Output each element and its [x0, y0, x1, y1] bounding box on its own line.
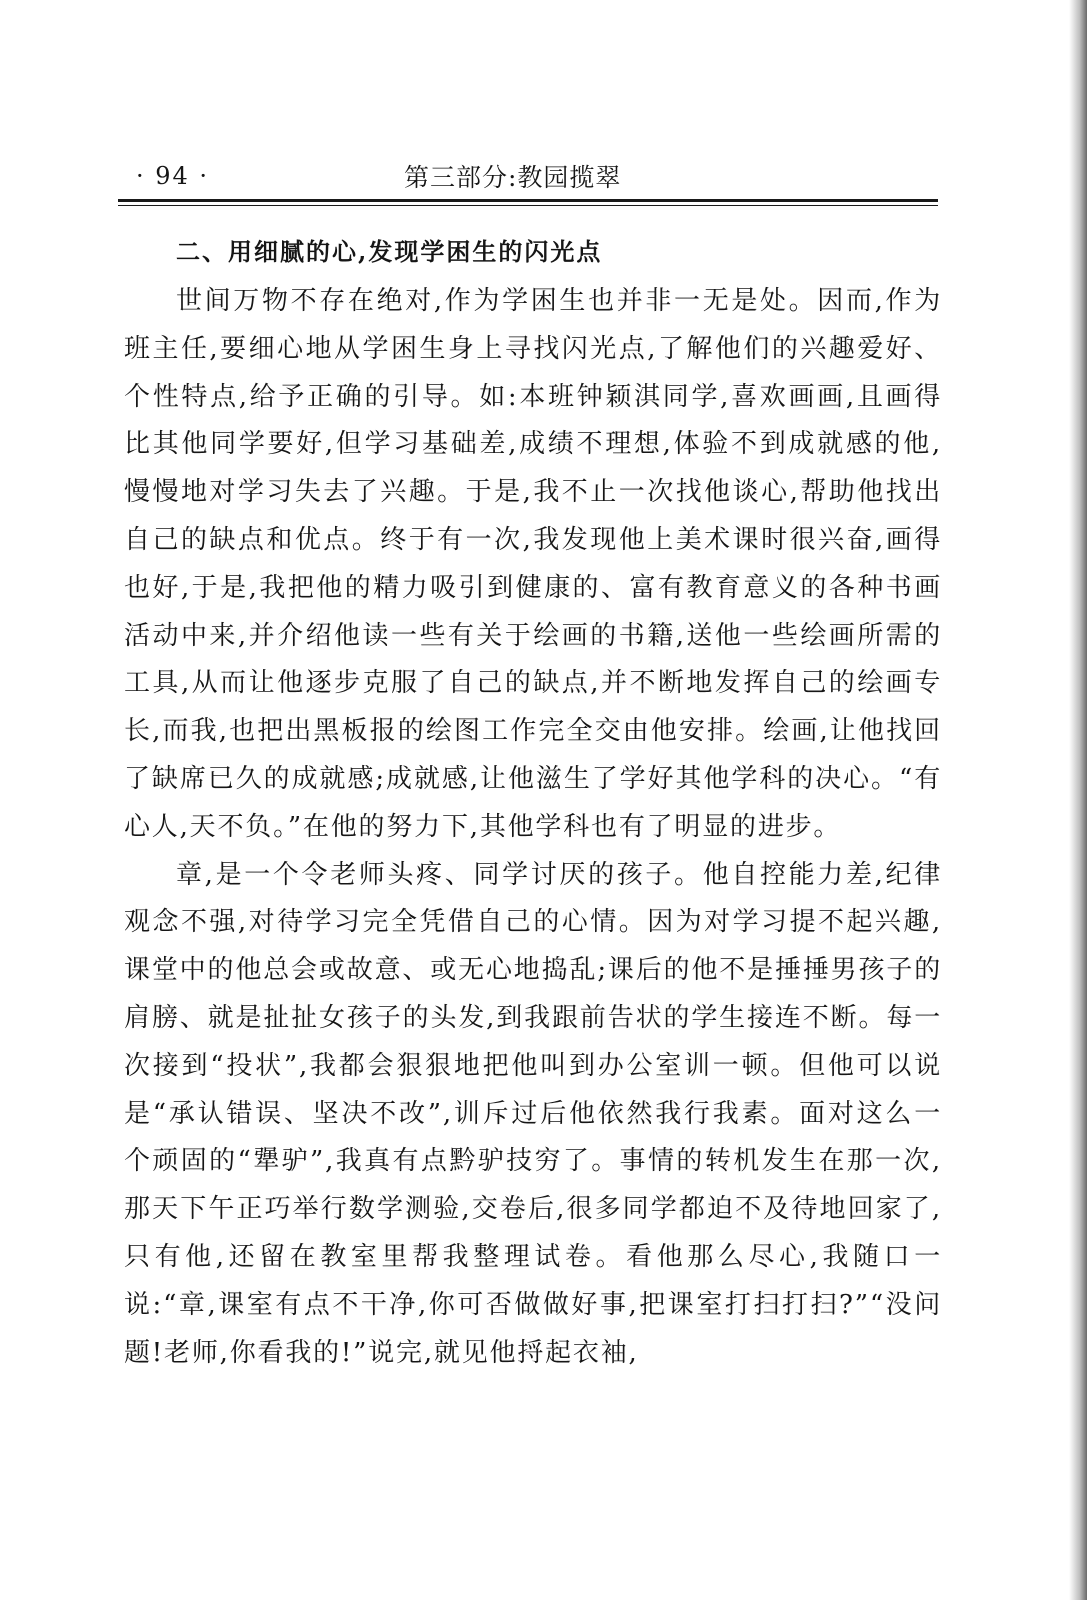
header-rule-thin: [118, 205, 938, 206]
running-head: [118, 158, 938, 198]
paragraph: 世间万物不存在绝对,作为学困生也并非一无是处。因而,作为班主任,要细心地从学困生身上寻找闪光点,了解他们的兴趣爱好、个性特点,给予正确的引导。如:本班钟颖淇同学,喜欢画画,且画得比其他同学要好,但学习基础差,成绩不理想,体验不到成就感的他,慢慢地对学习失去了兴趣。于是,我不止一次找他谈心,帮助他找出自己的缺点和优点。终于有一次,我发现他上美术课时很兴奋,画得也好,于是,我把他的精力吸引到健康的、富有教育意义的各种书画活动中来,并介绍他读一些有关于绘画的书籍,送他一些绘画所需的工具,从而让他逐步克服了自己的缺点,并不断地发挥自己的绘画专长,而我,也把出黑板报的绘图工作完全交由他安排。绘画,让他找回了缺席已久的成就感;成就感,让他滋生了学好其他学科的决心。“有心人,天不负。”在他的努力下,其他学科也有了明显的进步。: [124, 286, 942, 842]
page-body: [124, 232, 942, 1377]
section-heading: 二、用细腻的心,发现学困生的闪光点: [176, 237, 603, 266]
page-number: · 94 ·: [136, 162, 210, 190]
paragraph: 章,是一个令老师头疼、同学讨厌的孩子。他自控能力差,纪律观念不强,对待学习完全凭借自己的心情。因为对学习提不起兴趣,课堂中的他总会或故意、或无心地捣乱;课后的他不是捶捶男孩子的肩膀、就是扯扯女孩子的头发,到我跟前告状的学生接连不断。每一次接到“投状”,我都会狠狠地把他叫到办公室训一顿。但他可以说是“承认错误、坚决不改”,训斥过后他依然我行我素。面对这么一个顽固的“犟驴”,我真有点黔驴技穷了。事情的转机发生在那一次,那天下午正巧举行数学测验,交卷后,很多同学都迫不及待地回家了,只有他,还留在教室里帮我整理试卷。看他那么尽心,我随口一说:“章,课室有点不干净,你可否做做好事,把课室打扫打扫?”“没问题!老师,你看我的!”说完,就见他捋起衣袖,: [124, 859, 942, 1368]
running-title: 第三部分:教园揽翠: [404, 163, 622, 192]
header-rule-thick: [118, 199, 938, 202]
scan-edge-shadow: [1069, 0, 1087, 1600]
